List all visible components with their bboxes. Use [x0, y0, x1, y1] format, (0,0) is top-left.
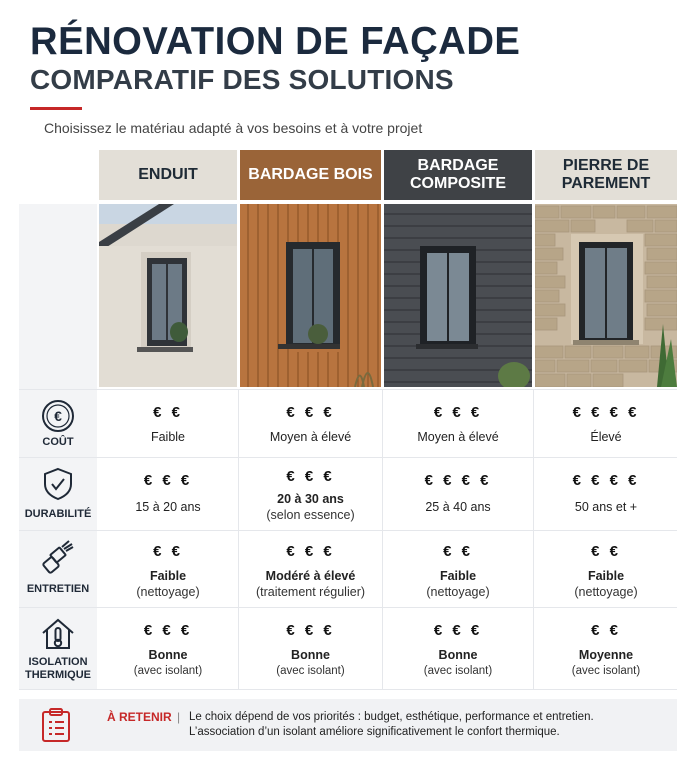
cell-value: Bonne — [148, 648, 188, 662]
cell-value: Bonne — [438, 648, 478, 662]
row-entretien — [19, 530, 677, 607]
svg-text:€: € — [54, 408, 62, 424]
column-header-line: PAREMENT — [561, 175, 651, 192]
durability-rating: € € € — [143, 472, 193, 489]
column-header-label: ENDUIT — [138, 166, 198, 183]
cell-value: Faible — [150, 430, 186, 444]
cell-value: 50 ans et + — [574, 500, 638, 514]
cell-value: Modéré à élevé — [265, 569, 356, 583]
cell-note: (nettoyage) — [574, 585, 638, 599]
cell-cout-pierre — [535, 404, 677, 445]
column-header-pierre-de-parement — [535, 150, 677, 200]
cell-durabilite-composite — [384, 472, 532, 515]
column-header-enduit — [99, 150, 237, 200]
cell-note: (avec isolant) — [423, 665, 493, 677]
cell-value: 20 à 30 ans — [277, 492, 344, 506]
column-header-line: PIERRE DE — [562, 157, 650, 174]
cell-cout-bois — [240, 404, 381, 445]
cell-value: Élevé — [590, 430, 622, 444]
cell-isolation-bois — [240, 622, 381, 679]
cell-value: Faible — [149, 569, 187, 583]
cost-rating: € € — [153, 404, 183, 421]
clipboard-checklist-icon — [39, 707, 73, 743]
spray-nozzle-icon — [40, 539, 76, 575]
column-header-label: BARDAGE BOIS — [248, 166, 373, 183]
column-header-label — [410, 157, 506, 193]
cell-value: Moyenne — [578, 648, 634, 662]
page-title: RÉNOVATION DE FAÇADE — [30, 20, 521, 63]
row-durabilite — [19, 457, 677, 530]
cell-note: (nettoyage) — [426, 585, 490, 599]
row-label-line: ISOLATION — [28, 656, 88, 668]
cell-entretien-composite — [384, 543, 532, 600]
column-divider — [533, 389, 534, 690]
cell-note: (traitement régulier) — [255, 585, 366, 599]
cell-entretien-pierre — [535, 543, 677, 600]
maintenance-rating: € € — [591, 543, 621, 560]
cost-rating: € € € — [286, 404, 335, 421]
row-isolation-thermique — [19, 607, 677, 690]
maintenance-rating: € € — [443, 543, 473, 560]
cell-isolation-pierre — [535, 622, 677, 679]
column-header-line: COMPOSITE — [409, 175, 506, 192]
cell-durabilite-enduit — [99, 472, 237, 515]
column-header-line: BARDAGE — [417, 157, 499, 174]
cell-cout-enduit — [99, 404, 237, 445]
insulation-rating: € € € — [143, 622, 193, 639]
house-thermometer-icon — [40, 616, 76, 652]
row-label: DURABILITÉ — [24, 508, 92, 520]
key-takeaway-box — [19, 699, 677, 751]
cell-value: 15 à 20 ans — [135, 500, 201, 514]
cell-value: Faible — [439, 569, 477, 583]
enduit-facade-image — [99, 204, 237, 387]
cell-durabilite-pierre — [535, 472, 677, 515]
maintenance-rating: € € — [153, 543, 183, 560]
cell-note: (avec isolant) — [276, 665, 345, 677]
cell-note: (selon essence) — [266, 508, 355, 522]
column-divider — [238, 389, 239, 690]
page-subtitle: COMPARATIF DES SOLUTIONS — [30, 64, 454, 95]
cell-note: (nettoyage) — [136, 585, 200, 599]
column-header-label — [562, 157, 651, 193]
insulation-rating: € € — [591, 622, 621, 639]
row-label: ENTRETIEN — [26, 583, 90, 595]
cell-cout-composite — [384, 404, 532, 445]
cost-rating: € € € € — [572, 404, 640, 421]
row-cout — [19, 389, 677, 457]
cell-value: Faible — [587, 569, 625, 583]
durability-rating: € € € — [286, 468, 335, 485]
cost-rating: € € € — [433, 404, 483, 421]
key-takeaway-line-2: L’association d’un isolant améliore significativement le confort thermique. — [189, 726, 560, 738]
pierre-de-parement-facade-image — [535, 204, 677, 387]
cell-entretien-bois — [240, 543, 381, 600]
row-label: COÛT — [42, 436, 74, 448]
row-label — [19, 656, 97, 682]
row-label-line: THERMIQUE — [25, 669, 91, 681]
cell-note: (avec isolant) — [133, 665, 203, 677]
durability-rating: € € € € — [572, 472, 640, 489]
shield-check-icon — [40, 466, 76, 502]
column-divider — [382, 389, 383, 690]
column-header-bardage-bois — [240, 150, 381, 200]
separator: | — [177, 710, 181, 724]
cell-value: Moyen à élevé — [269, 430, 352, 444]
euro-coin-icon — [40, 398, 76, 434]
page-tagline: Choisissez le matériau adapté à vos besoins et à votre projet — [44, 120, 423, 136]
insulation-rating: € € € — [286, 622, 335, 639]
maintenance-rating: € € € — [286, 543, 335, 560]
cell-isolation-composite — [384, 622, 532, 679]
cell-note: (avec isolant) — [571, 665, 641, 677]
insulation-rating: € € € — [433, 622, 483, 639]
cell-isolation-enduit — [99, 622, 237, 679]
title-accent-rule — [30, 107, 82, 110]
cell-value: 25 à 40 ans — [425, 500, 491, 514]
cell-entretien-enduit — [99, 543, 237, 600]
bardage-bois-facade-image — [240, 204, 381, 387]
durability-rating: € € € € — [424, 472, 492, 489]
bardage-composite-facade-image — [384, 204, 532, 387]
column-header-bardage-composite — [384, 150, 532, 200]
cell-value: Moyen à élevé — [417, 430, 499, 444]
cell-value: Bonne — [291, 648, 330, 662]
cell-durabilite-bois — [240, 468, 381, 523]
key-takeaway-label: À RETENIR — [107, 710, 172, 724]
key-takeaway-line-1: Le choix dépend de vos priorités : budget, esthétique, performance et entretien. — [189, 711, 594, 723]
